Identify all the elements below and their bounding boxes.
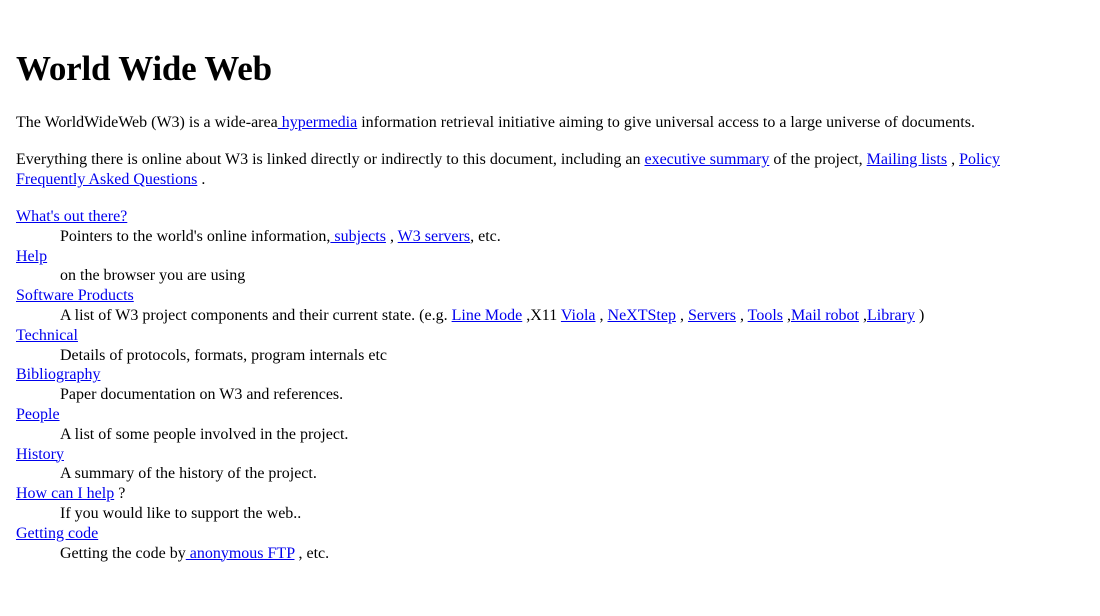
topic-description: A summary of the history of the project. — [60, 465, 317, 483]
topic-term — [16, 286, 1084, 306]
tools-link[interactable]: Tools — [747, 306, 783, 324]
servers-link[interactable]: Servers — [687, 306, 736, 324]
policy-link[interactable]: Policy — [959, 151, 1000, 168]
overview-paragraph — [16, 150, 1084, 190]
topic-term — [16, 247, 1084, 267]
desc-text: ) — [914, 306, 925, 324]
topic-term — [16, 445, 1084, 465]
topic-description: If you would like to support the web.. — [60, 504, 302, 522]
intro-paragraph — [16, 113, 1084, 133]
topic-term — [16, 326, 1084, 346]
people-link[interactable]: People — [16, 405, 60, 423]
anonymous-ftp-link[interactable]: anonymous FTP — [185, 544, 295, 562]
library-link[interactable]: Library — [866, 306, 915, 324]
software-products-link[interactable]: Software Products — [16, 287, 134, 305]
overview-text-2: of the project, — [769, 151, 867, 168]
technical-link[interactable]: Technical — [16, 326, 78, 344]
hypermedia-link[interactable]: hypermedia — [277, 114, 358, 131]
help-link[interactable]: Help — [16, 247, 48, 265]
desc-text: , etc. — [470, 227, 501, 245]
overview-line-2 — [16, 170, 1084, 190]
line-mode-link[interactable]: Line Mode — [451, 306, 523, 324]
term-suffix: ? — [114, 485, 126, 503]
whats-out-there-link[interactable]: What's out there? — [16, 208, 128, 225]
overview-text-4: . — [197, 171, 206, 188]
getting-code-link[interactable]: Getting code — [16, 524, 99, 542]
topic-description — [60, 227, 1084, 247]
topic-list — [16, 207, 1084, 563]
mail-robot-link[interactable]: Mail robot — [790, 306, 859, 324]
desc-text: , — [858, 306, 867, 324]
desc-text: A list of W3 project components and their current state. (e.g. — [60, 306, 452, 324]
topic-term — [16, 405, 1084, 425]
desc-text: Getting the code by — [60, 544, 186, 562]
executive-summary-link[interactable]: executive summary — [644, 151, 770, 168]
faq-link[interactable]: Frequently Asked Questions — [16, 171, 198, 188]
desc-text: , — [735, 306, 748, 324]
desc-text: , etc. — [294, 544, 330, 562]
desc-text: , — [385, 227, 398, 245]
overview-text-3: , — [947, 151, 960, 168]
topic-description: A list of some people involved in the project. — [60, 425, 349, 443]
topic-term — [16, 365, 1084, 385]
topic-description: on the browser you are using — [60, 267, 246, 285]
how-can-i-help-link[interactable]: How can I help — [16, 485, 115, 503]
overview-line-1 — [16, 150, 1084, 170]
topic-description: Details of protocols, formats, program internals etc — [60, 346, 388, 364]
topic-term — [16, 207, 1084, 227]
subjects-link[interactable]: subjects — [330, 227, 386, 245]
desc-text: , — [782, 306, 791, 324]
desc-text: ,X11 — [522, 306, 561, 324]
nextstep-link[interactable]: NeXTStep — [607, 306, 676, 324]
topic-description: Paper documentation on W3 and references. — [60, 386, 344, 404]
topic-term — [16, 524, 1084, 544]
history-link[interactable]: History — [16, 445, 64, 463]
intro-text-1: The WorldWideWeb (W3) is a wide-area — [16, 114, 278, 131]
w3-servers-link[interactable]: W3 servers — [397, 227, 471, 245]
viola-link[interactable]: Viola — [560, 306, 596, 324]
topic-description — [60, 306, 1084, 326]
desc-text: , — [675, 306, 688, 324]
page-title: World Wide Web — [16, 49, 272, 88]
topic-description — [60, 544, 1084, 564]
desc-text: , — [595, 306, 608, 324]
intro-text-2: information retrieval initiative aiming to give universal access to a large universe of documents. — [357, 114, 975, 131]
desc-text: Pointers to the world's online information, — [60, 227, 331, 245]
mailing-lists-link[interactable]: Mailing lists — [866, 151, 948, 168]
overview-text-1: Everything there is online about W3 is linked directly or indirectly to this document, including an — [16, 151, 645, 168]
bibliography-link[interactable]: Bibliography — [16, 366, 101, 384]
topic-term — [16, 484, 1084, 504]
